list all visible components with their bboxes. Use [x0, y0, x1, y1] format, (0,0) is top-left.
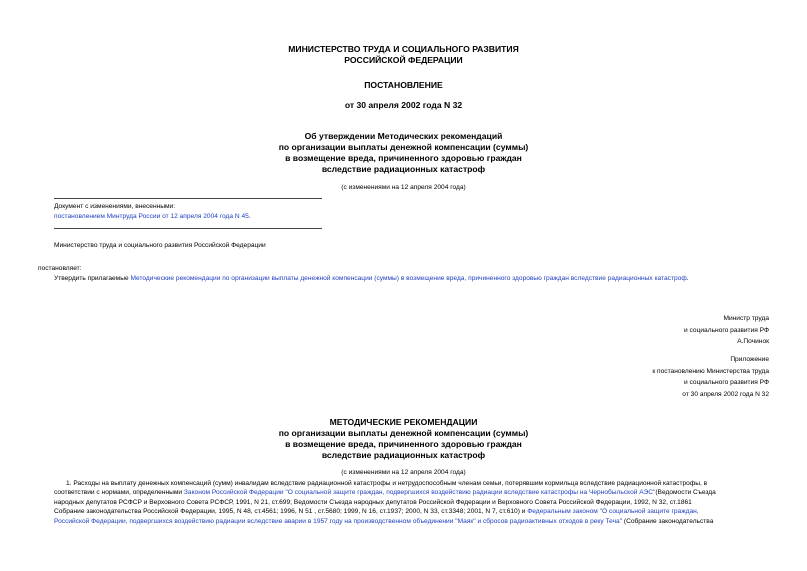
signature-name: А.Починок — [737, 338, 769, 346]
mayak-law-link-part2[interactable]: Российской Федерации, подвергшихся воздействию радиации вследствие аварии в 1957 году на производственном объединении "Маяк" и сбросов радиоактивных отходов в реку Теча" — [54, 517, 623, 525]
paragraph-1-line4-text: Собрание законодательства Российской Федерации, 1995, N 48, ст.4561; 1996, N 51 , ст.5680; 1999, N 16, ст.1937; 2000, N 33, ст.3348; 2001, N 7, ст.610) и — [54, 508, 528, 516]
divider-top — [54, 198, 322, 199]
approve-suffix: . — [686, 275, 689, 282]
paragraph-1-line2-tail: (Ведомости Съезда — [655, 489, 716, 497]
paragraph-1 — [54, 479, 764, 526]
paragraph-1-line5 — [54, 517, 764, 526]
paragraph-1-line1: 1. Расходы на выплату денежных компенсаций (сумм) инвалидам вследствие радиационной катастрофы и нетрудоспособным членам семьи, потерявшим кормильца вследствие радиационной катастрофы, в — [66, 480, 708, 487]
signature-line2: и социального развития РФ — [684, 326, 769, 334]
signature-block — [684, 313, 769, 348]
paragraph-1-line2-text: соответствии с нормами, определенными — [54, 489, 184, 497]
recommendations-title-line3: в возмещение вреда, причиненного здоровью граждан — [285, 439, 522, 449]
appendix-line1: Приложение — [730, 356, 769, 363]
paragraph-1-line4 — [54, 507, 764, 516]
document-title-line3: в возмещение вреда, причиненного здоровью граждан — [285, 153, 522, 163]
appendix-line3: и социального развития РФ — [684, 379, 769, 387]
paragraph-1-line3: народных депутатов РСФСР и Верховного Совета РСФСР, 1991, N 21, ст.699; Ведомости Съезда народных депутатов Российской Федерации и Верховного Совета Российской Федерации, 1992, N 32, ст.1861 — [54, 498, 692, 506]
decides-label: постановляет: — [38, 265, 82, 272]
paragraph-1-line2 — [54, 488, 764, 497]
document-type: ПОСТАНОВЛЕНИЕ — [364, 80, 443, 90]
amendment-note-2: (с изменениями на 12 апреля 2004 года) — [341, 469, 466, 476]
appendix-line4: от 30 апреля 2002 года N 32 — [682, 390, 769, 398]
appendix-line2: к постановлению Министерства труда — [652, 367, 769, 375]
divider-bottom — [54, 228, 322, 229]
amendment-note: (с изменениями на 12 апреля 2004 года) — [341, 184, 466, 191]
document-date: от 30 апреля 2002 года N 32 — [344, 100, 463, 110]
signature-line1: Министр труда — [723, 315, 769, 322]
paragraph-1-line5-tail: (Собрание законодательства — [622, 517, 714, 525]
recommendations-title-line2: по организации выплаты денежной компенсации (суммы) — [278, 428, 529, 438]
approve-prefix: Утвердить прилагаемые — [54, 275, 131, 282]
changes-line — [54, 212, 251, 221]
changes-trailer: . — [248, 213, 251, 220]
changes-label: Документ с изменениями, внесенными: — [54, 203, 176, 210]
recommendations-link[interactable]: Методические рекомендации по организации выплаты денежной компенсации (суммы) в возмещение вреда, причиненного здоровью граждан вследствие радиационных катастроф — [130, 275, 687, 282]
document-title-line2: по организации выплаты денежной компенсации (суммы) — [278, 142, 529, 152]
ministry-name-line2: РОССИЙСКОЙ ФЕДЕРАЦИИ — [344, 55, 463, 65]
mayak-law-link-part1[interactable]: Федеральным законом "О социальной защите граждан, — [527, 508, 699, 516]
chernobyl-law-link[interactable]: Законом Российской Федерации "О социальной защите граждан, подвергшихся воздействию радиации вследствие катастрофы на Чернобыльской АЭС" — [183, 489, 656, 497]
recommendations-title-line4: вследствие радиационных катастроф — [321, 450, 486, 460]
amendment-decree-link[interactable]: постановлением Минтруда России от 12 апреля 2004 года N 45 — [54, 213, 249, 220]
document-title-line4: вследствие радиационных катастроф — [321, 164, 486, 174]
ministry-name-line1: МИНИСТЕРСТВО ТРУДА И СОЦИАЛЬНОГО РАЗВИТИЯ — [288, 44, 519, 54]
recommendations-title-line1: МЕТОДИЧЕСКИЕ РЕКОМЕНДАЦИИ — [329, 417, 478, 427]
preamble: Министерство труда и социального развития Российской Федерации — [54, 242, 266, 249]
appendix-block — [652, 354, 769, 400]
approve-sentence — [54, 274, 689, 283]
document-title-line1: Об утверждении Методических рекомендаций — [304, 131, 503, 141]
